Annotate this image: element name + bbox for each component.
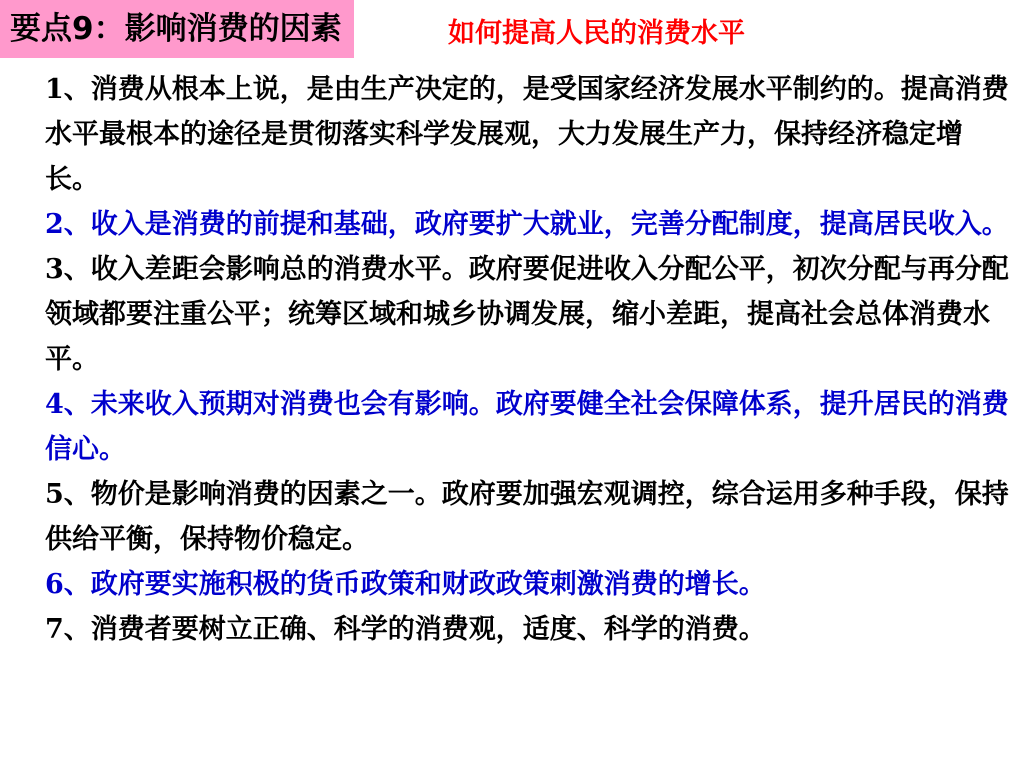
point-2: 2、收入是消费的前提和基础，政府要扩大就业，完善分配制度，提高居民收入。 [45, 209, 1009, 240]
points-list [45, 67, 1010, 652]
point-4: 4、未来收入预期对消费也会有影响。政府要健全社会保障体系，提升居民的消费信心。 [45, 389, 1009, 465]
point-7: 7、消费者要树立正确、科学的消费观，适度、科学的消费。 [45, 614, 766, 645]
slide-title: 要点9：影响消费的因素 [0, 0, 354, 58]
point-5: 5、物价是影响消费的因素之一。政府要加强宏观调控，综合运用多种手段，保持供给平衡，保持物价稳定。 [45, 479, 1009, 555]
point-3: 3、收入差距会影响总的消费水平。政府要促进收入分配公平，初次分配与再分配领域都要注重公平；统筹区域和城乡协调发展，缩小差距，提高社会总体消费水平。 [45, 254, 1009, 375]
slide-subtitle: 如何提高人民的消费水平 [448, 18, 745, 49]
point-1: 1、消费从根本上说，是由生产决定的，是受国家经济发展水平制约的。提高消费水平最根本的途径是贯彻落实科学发展观，大力发展生产力，保持经济稳定增长。 [45, 74, 1009, 195]
point-6: 6、政府要实施积极的货币政策和财政政策刺激消费的增长。 [45, 569, 766, 600]
